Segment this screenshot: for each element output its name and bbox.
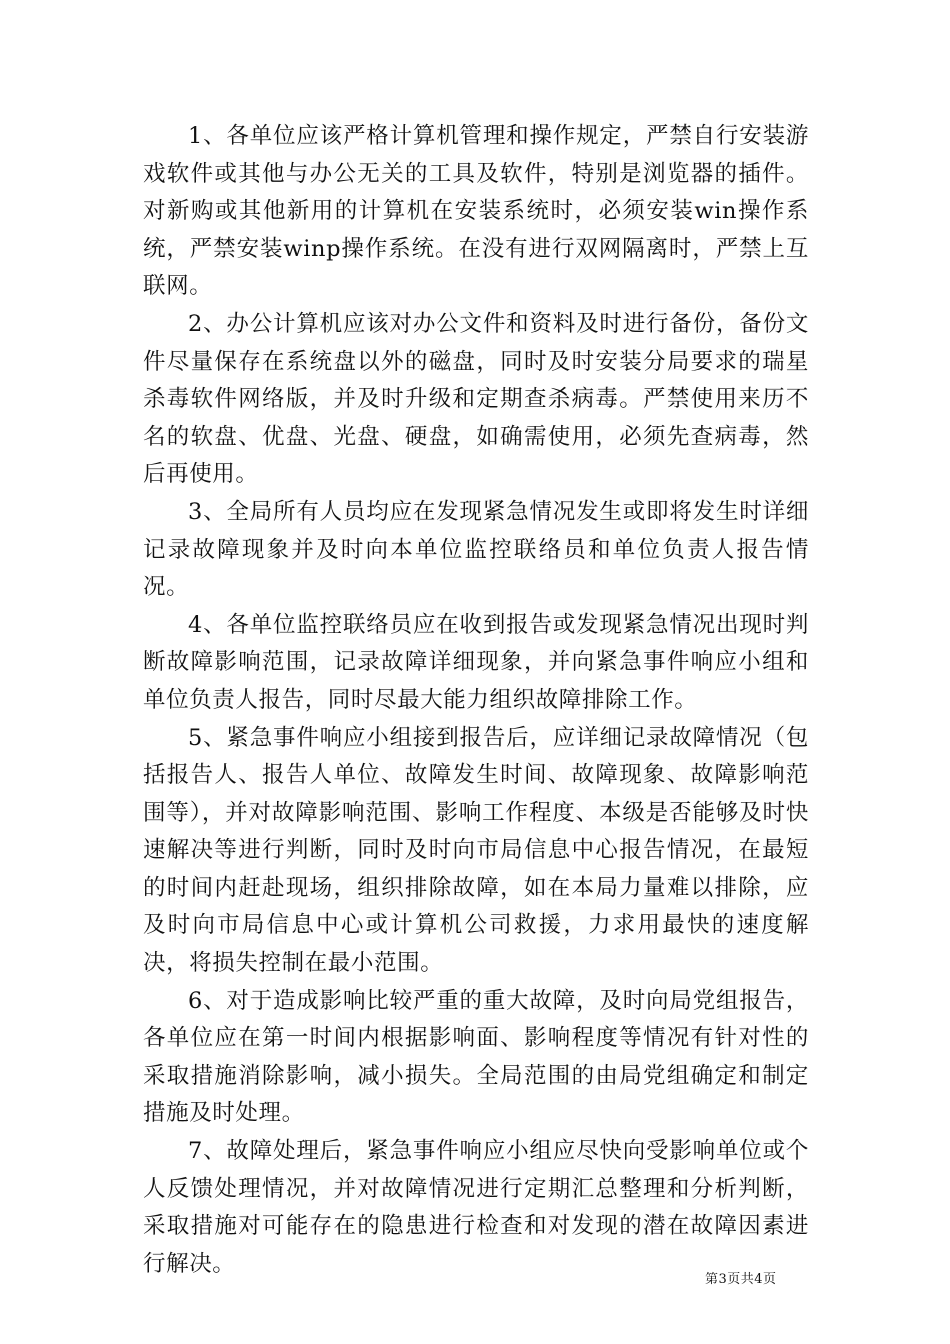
document-body	[143, 118, 809, 1283]
paragraph-2: 2、办公计算机应该对办公文件和资料及时进行备份，备份文件尽量保存在系统盘以外的磁盘，同时及时安装分局要求的瑞星杀毒软件网络版，并及时升级和定期查杀病毒。严禁使用来历不名的软盘、优盘、光盘、硬盘，如确需使用，必须先查病毒，然后再使用。	[143, 310, 809, 488]
paragraph-1: 1、各单位应该严格计算机管理和操作规定，严禁自行安装游戏软件或其他与办公无关的工具及软件，特别是浏览器的插件。对新购或其他新用的计算机在安装系统时，必须安装win操作系统，严禁安装winp操作系统。在没有进行双网隔离时，严禁上互联网。	[143, 123, 809, 300]
paragraph-4: 4、各单位监控联络员应在收到报告或发现紧急情况出现时判断故障影响范围，记录故障详细现象，并向紧急事件响应小组和单位负责人报告，同时尽最大能力组织故障排除工作。	[143, 611, 809, 713]
paragraph-5: 5、紧急事件响应小组接到报告后，应详细记录故障情况（包括报告人、报告人单位、故障发生时间、故障现象、故障影响范围等），并对故障影响范围、影响工作程度、本级是否能够及时快速解决等进行判断，同时及时向市局信息中心报告情况，在最短的时间内赶赴现场，组织排除故障，如在本局力量难以排除，应及时向市局信息中心或计算机公司救援，力求用最快的速度解决，将损失控制在最小范围。	[143, 724, 809, 977]
paragraph-6: 6、对于造成影响比较严重的重大故障，及时向局党组报告，各单位应在第一时间内根据影响面、影响程度等情况有针对性的采取措施消除影响，减小损失。全局范围的由局党组确定和制定措施及时处理。	[143, 987, 809, 1127]
paragraph-3: 3、全局所有人员均应在发现紧急情况发生或即将发生时详细记录故障现象并及时向本单位监控联络员和单位负责人报告情况。	[143, 498, 809, 601]
paragraph-7: 7、故障处理后，紧急事件响应小组应尽快向受影响单位或个人反馈处理情况，并对故障情况进行定期汇总整理和分析判断，采取措施对可能存在的隐患进行检查和对发现的潜在故障因素进行解决。	[143, 1138, 809, 1277]
page-number-footer: 第3页共4页	[705, 1272, 777, 1287]
